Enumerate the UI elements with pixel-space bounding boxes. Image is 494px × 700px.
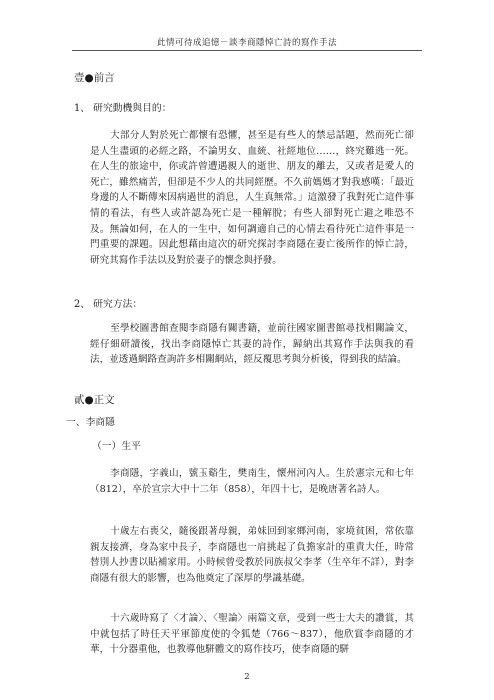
subheading-li-shangyin: 一、李商隱 [66,417,115,428]
section-heading-body: 貳●正文 [74,394,115,406]
paragraph-biography-3: 十六歲時寫了〈才論〉、〈聖論〉兩篇文章，受到一些士大夫的讚賞，其中就包括了時任天平軍節度使的令狐楚（766～837），他欣賞李商隱的才華，十分器重他，也教導他駢體文的寫作技巧，使李商隱的駢 [90,613,414,656]
paragraph-method: 至學校圖書館查閱李商隱有關書籍，並前往國家圖書館尋找相關論文，經仔細研讀後，找出李商隱悼亡其妻的詩作，歸納出其寫作手法與我的看法，並透過網路查詢許多相關網站，經反覆思考與分析後，得到我的結論。 [90,323,414,366]
subheading-biography: （一）生平 [92,441,141,452]
paragraph-biography-1: 李商隱，字義山，號玉谿生，樊南生，懷州河內人。生於憲宗元和七年（812），卒於宣宗大中十二年（858），年四十七，是晚唐著名詩人。 [90,468,414,495]
paragraph-motivation: 大部分人對於死亡都懷有恐懼，甚至是有些人的禁忌話題，然而死亡卻是人生盡頭的必經之路，不論男女、血統、社經地位……，終究難逃一死。在人生的旅途中，你或許曾遭遇親人的逝世、朋友的離去，又或者是愛人的死亡，雖然痛苦，但卻是不少人的共同經歷。不久前媽媽才對我感嘆：「最近身邊的人不斷傳來因病過世的消息，人生真無常。」這激發了我對死亡這件事情的看法，有些人或許認為死亡是一種解脫；有些人卻對死亡避之唯恐不及。無論如何，在人的一生中，如何調適自己的心情去看待死亡這件事是一門重要的課題。因此想藉由這次的研究探討李商隱在妻亡後所作的悼亡詩，研究其寫作手法以及對於妻子的懷念與抒發。 [90,130,414,266]
page-number: 2 [244,672,250,682]
section-heading-intro: 壹●前言 [74,72,115,84]
paragraph-biography-2: 十歲左右喪父，隨後跟著母親，弟妹回到家鄉河南，家境貧困，常依靠親友接濟，身為家中長子，李商隱也一肩挑起了負擔家計的重責大任，時常替別人抄書以貼補家用。小時候曾受教於同族叔父李孝（生卒年不詳），對李商隱有很大的影響，也為他奠定了深厚的學識基礎。 [90,526,414,584]
header-rule [72,50,422,51]
subheading-motivation: 1、 研究動機與目的： [74,103,172,114]
running-header: 此情可待成追憶－談李商隱悼亡詩的寫作手法 [156,38,337,48]
subheading-method: 2、 研究方法： [74,299,143,310]
